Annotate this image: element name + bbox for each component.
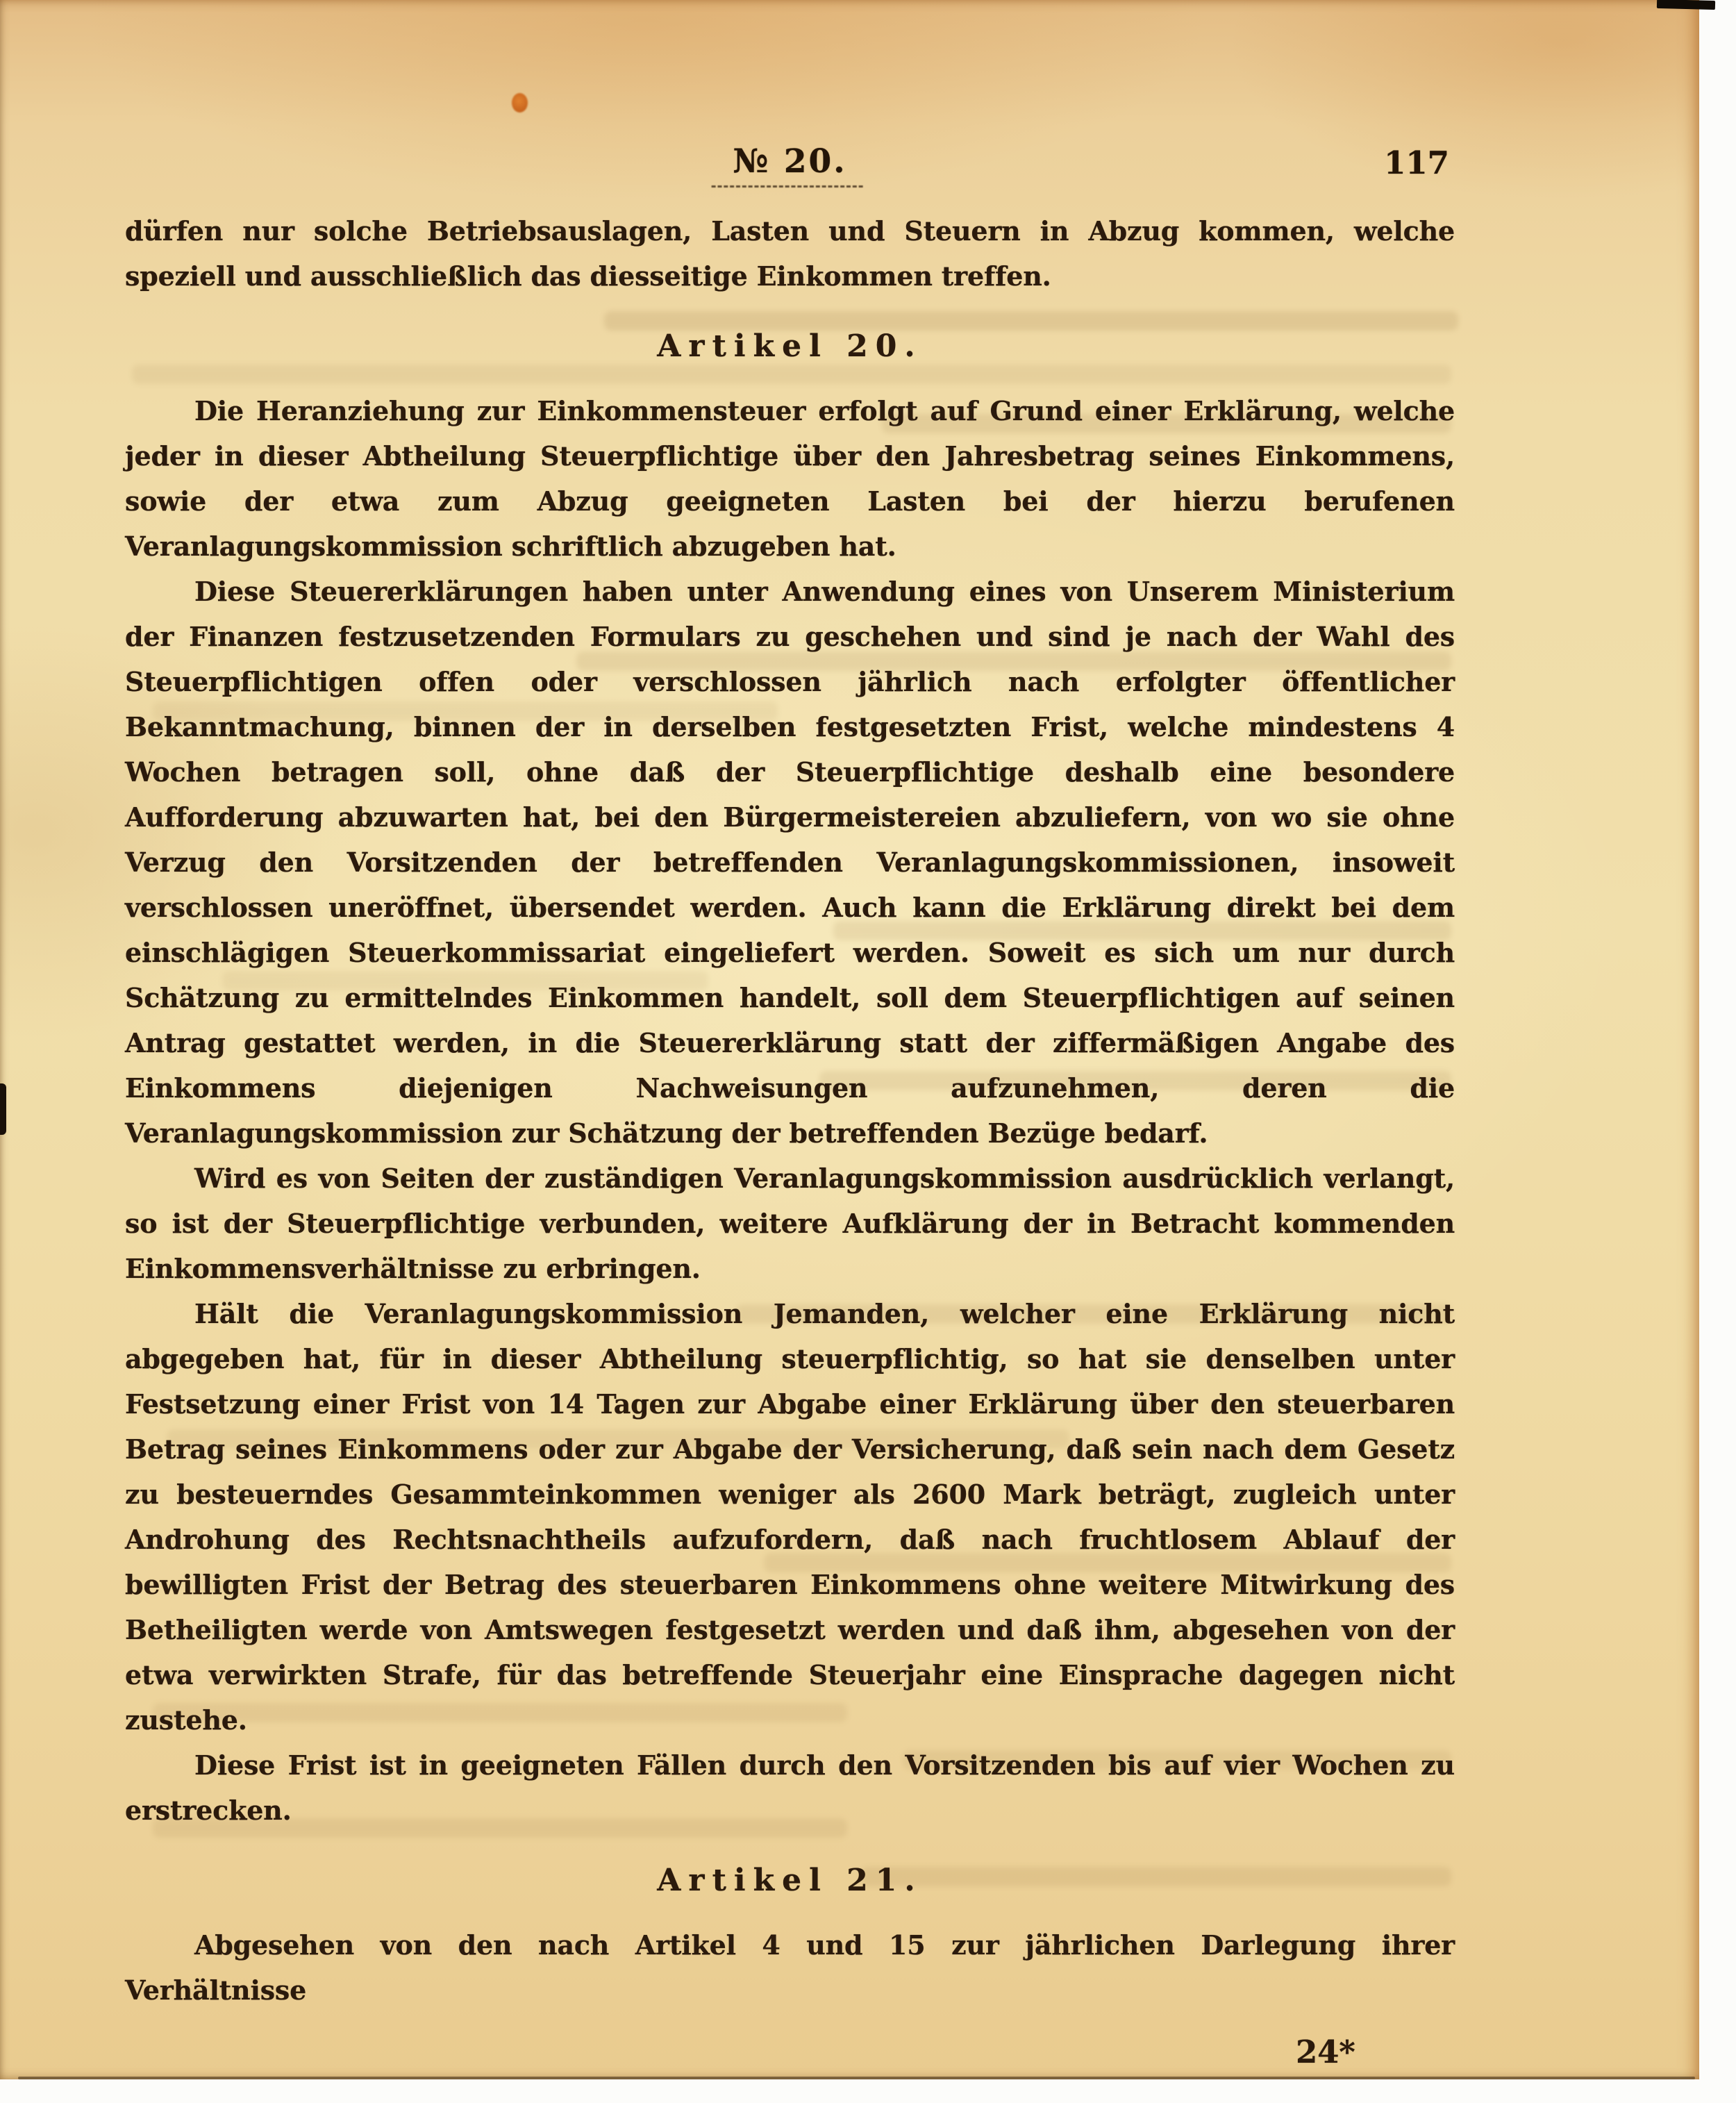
article-20-paragraph-5: Diese Frist ist in geeigneten Fällen durch den Vorsitzenden bis auf vier Wochen zu erstrecken.: [125, 1749, 1455, 1826]
page-number: 117: [1384, 144, 1449, 181]
bleed-rule: [711, 185, 862, 188]
article-21-heading: Artikel 21.: [657, 1863, 923, 1898]
article-20-paragraph-2: Diese Steuererklärungen haben unter Anwendung eines von Unserem Ministerium der Finanzen festzusetzenden Formulars zu geschehen und sind je nach der Wahl des Steuerpflichtigen offen oder verschlossen jährlich nach erfolgter öffentlicher Bekanntmachung, binnen der in derselben festgesetzten Frist, welche mindestens 4 Wochen betragen soll, ohne daß der Steuerpflichtige deshalb eine besondere Aufforderung abzuwarten hat, bei den Bürgermeistereien abzuliefern, von wo sie ohne Verzug den Vorsitzenden der betreffenden Veranlagungskommissionen, insoweit verschlossen uneröffnet, übersendet werden. Auch kann die Erklärung direkt bei dem einschlägigen Steuerkommissariat eingeliefert werden. Soweit es sich um nur durch Schätzung zu ermittelndes Einkommen handelt, soll dem Steuerpflichtigen auf seinen Antrag gestattet werden, in die Steuererklärung statt der ziffermäßigen Angabe des Einkommens diejenigen Nachweisungen aufzunehmen, deren die Veranlagungskommission zur Schätzung der betreffenden Bezüge bedarf.: [125, 576, 1455, 1149]
signature-mark: 24*: [1296, 2034, 1355, 2070]
running-head: [125, 142, 1455, 191]
article-20-paragraph-3: Wird es von Seiten der zuständigen Veranlagungskommission ausdrücklich verlangt, so ist der Steuerpflichtige verbunden, weitere Aufklärung der in Betracht kommenden Einkommensverhältnisse zu erbringen.: [125, 1163, 1455, 1284]
continuation-paragraph: dürfen nur solche Betriebsauslagen, Lasten und Steuern in Abzug kommen, welche speziell und ausschließlich das diesseitige Einkommen treffen.: [125, 215, 1455, 292]
article-20-paragraph-1: Die Heranziehung zur Einkommensteuer erfolgt auf Grund einer Erklärung, welche jeder in dieser Abtheilung Steuerpflichtige über den Jahresbetrag seines Einkommens, sowie der etwa zum Abzug geeigneten Lasten bei der hierzu berufenen Veranlagungskommission schriftlich abzugeben hat.: [125, 395, 1455, 562]
top-edge-mark: [1657, 0, 1715, 10]
article-21-paragraph-1: Abgesehen von den nach Artikel 4 und 15 zur jährlichen Darlegung ihrer Verhältnisse: [125, 1929, 1455, 2006]
paper-bottom-edge: [18, 2077, 1695, 2079]
article-20-heading: Artikel 20.: [657, 329, 923, 364]
left-edge-mark: [0, 1083, 6, 1135]
page-body: [125, 208, 1455, 2075]
issue-number: № 20.: [733, 142, 847, 181]
ink-stain: [512, 93, 528, 113]
article-20-paragraph-4: Hält die Veranlagungskommission Jemanden, welcher eine Erklärung nicht abgegeben hat, für in dieser Abtheilung steuerpflichtig, so hat sie denselben unter Festsetzung einer Frist von 14 Tagen zur Abgabe einer Erklärung über den steuerbaren Betrag seines Einkommens oder zur Abgabe der Versicherung, daß sein nach dem Gesetz zu besteuerndes Gesammteinkommen weniger als 2600 Mark beträgt, zugleich unter Androhung des Rechtsnachtheils aufzufordern, daß nach fruchtlosem Ablauf der bewilligten Frist der Betrag des steuerbaren Einkommens ohne weitere Mitwirkung des Betheiligten werde von Amtswegen festgesetzt werden und daß ihm, abgesehen von der etwa verwirkten Strafe, für das betreffende Steuerjahr eine Einsprache dagegen nicht zustehe.: [125, 1298, 1455, 1736]
